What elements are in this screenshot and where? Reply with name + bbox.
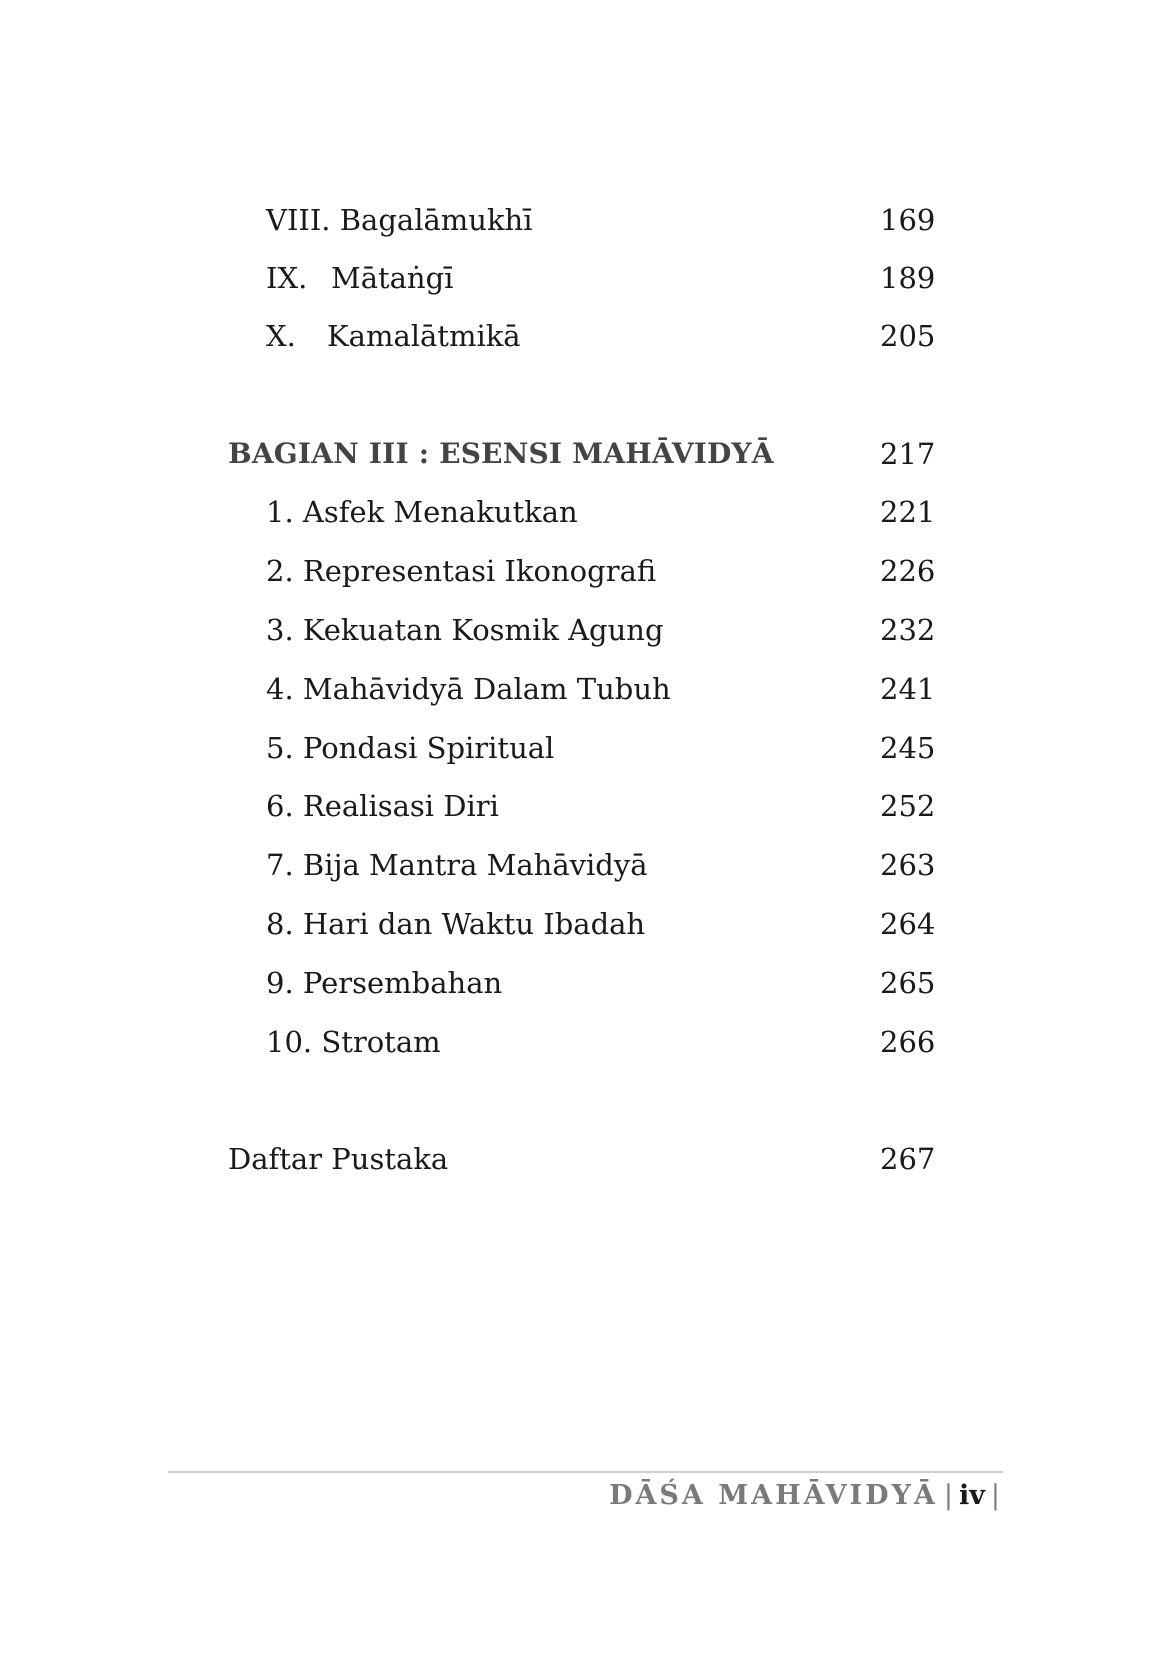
- toc-entry-title: 4. Mahāvidyā Dalam Tubuh: [266, 672, 671, 706]
- toc-page-number: 266: [880, 1025, 936, 1059]
- toc-entry-title: 6. Realisasi Diri: [266, 789, 499, 823]
- toc-section-heading[interactable]: [0, 430, 1166, 478]
- toc-entry[interactable]: [0, 312, 1166, 360]
- toc-entry-number: VIII.: [266, 203, 331, 237]
- toc-entry-label: Bagalāmukhī: [339, 203, 533, 237]
- toc-entry-title: 3. Kekuatan Kosmik Agung: [266, 613, 664, 647]
- toc-entry-title: 9. Persembahan: [266, 966, 503, 1000]
- footer-separator-right: |: [990, 1480, 1000, 1511]
- toc-entry[interactable]: [0, 724, 1166, 772]
- toc-entry[interactable]: [0, 665, 1166, 713]
- toc-page-number: 226: [880, 554, 936, 588]
- toc-page-number: 267: [880, 1142, 936, 1176]
- toc-entry-bibliography[interactable]: [0, 1135, 1166, 1183]
- toc-entry[interactable]: [0, 196, 1166, 244]
- toc-entry-title: 10. Strotam: [266, 1025, 441, 1059]
- toc-entry-number: IX.: [266, 261, 308, 295]
- toc-entry-title: 7. Bija Mantra Mahāvidyā: [266, 848, 648, 882]
- toc-page-number: 232: [880, 613, 936, 647]
- toc-page-number: 264: [880, 907, 936, 941]
- toc-entry-number: X.: [266, 319, 296, 353]
- toc-entry-title: Daftar Pustaka: [228, 1142, 449, 1176]
- toc-page-number: 252: [880, 789, 936, 823]
- page-footer: [609, 1476, 1006, 1516]
- toc-entry[interactable]: [0, 959, 1166, 1007]
- toc-entry-title: [266, 196, 532, 244]
- running-title: DĀŚA MAHĀVIDYĀ: [609, 1480, 938, 1511]
- toc-page-number: 265: [880, 966, 936, 1000]
- toc-entry[interactable]: [0, 254, 1166, 302]
- toc-entry[interactable]: [0, 900, 1166, 948]
- footer-divider: [168, 1471, 1003, 1473]
- toc-page-number: 217: [880, 437, 936, 471]
- toc-entry-title: 1. Asfek Menakutkan: [266, 495, 578, 529]
- toc-page-number: 205: [880, 319, 936, 353]
- toc-entry-title: [266, 312, 521, 360]
- toc-entry-label: Mātaṅgī: [331, 261, 454, 295]
- toc-entry-label: Kamalātmikā: [327, 319, 521, 353]
- toc-entry[interactable]: [0, 606, 1166, 654]
- toc-entry[interactable]: [0, 841, 1166, 889]
- toc-entry-title: 2. Representasi Ikonografi: [266, 554, 657, 588]
- toc-page-number: 221: [880, 495, 936, 529]
- toc-page-number: 189: [880, 261, 936, 295]
- toc-page-number: 263: [880, 848, 936, 882]
- toc-page-number: 245: [880, 731, 936, 765]
- footer-separator-left: |: [943, 1480, 953, 1511]
- page-folio: iv: [958, 1480, 985, 1511]
- toc-entry-title: 8. Hari dan Waktu Ibadah: [266, 907, 646, 941]
- toc-entry[interactable]: [0, 488, 1166, 536]
- toc-entry[interactable]: [0, 782, 1166, 830]
- toc-entry-title: [266, 254, 453, 302]
- section-title: BAGIAN III : ESENSI MAHĀVIDYĀ: [228, 437, 774, 470]
- toc-page-number: 241: [880, 672, 936, 706]
- toc-entry-title: 5. Pondasi Spiritual: [266, 731, 555, 765]
- toc-entry[interactable]: [0, 1018, 1166, 1066]
- toc-entry[interactable]: [0, 547, 1166, 595]
- toc-page-number: 169: [880, 203, 936, 237]
